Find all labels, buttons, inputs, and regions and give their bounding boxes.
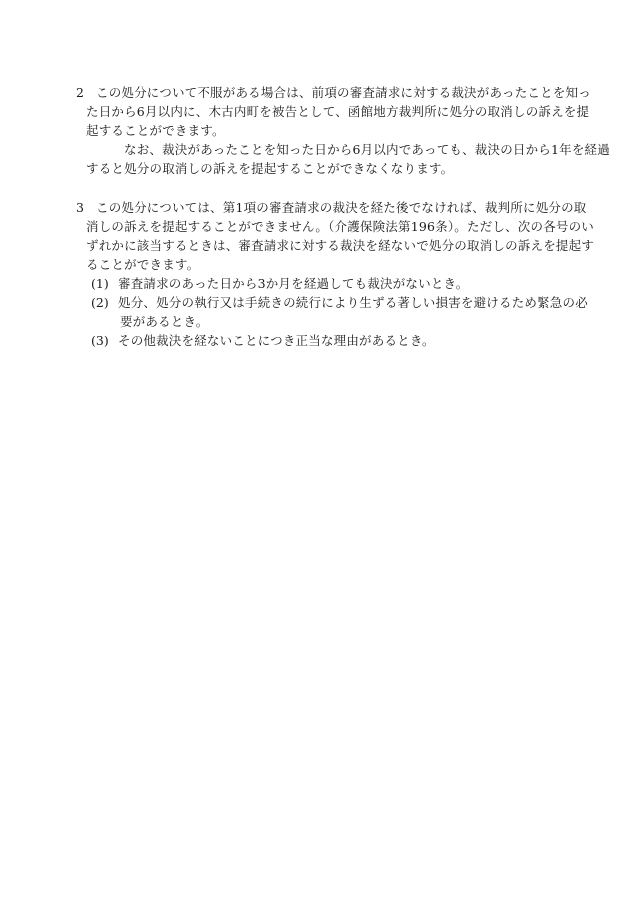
- item-label: (3): [91, 333, 109, 348]
- paragraph-line: 起することができます。: [86, 123, 225, 138]
- item-text: 審査請求のあった日から3か月を経過しても裁決がないとき。: [118, 276, 469, 291]
- item-label: (2): [91, 295, 109, 310]
- paragraph-line: ずれかに該当するときは、審査請求に対する裁決を経ないで処分の取消しの訴えを提起す: [86, 238, 595, 253]
- note-line: すると処分の取消しの訴えを提起することができなくなります。: [86, 161, 454, 176]
- paragraph-line: この処分については、第1項の審査請求の裁決を経た後でなければ、裁判所に処分の取: [96, 200, 587, 215]
- item-text: その他裁決を経ないことにつき正当な理由があるとき。: [118, 333, 435, 348]
- paragraph-line: この処分について不服がある場合は、前項の審査請求に対する裁決があったことを知っ: [96, 85, 591, 100]
- paragraph-line: た日から6月以内に、木古内町を被告として、函館地方裁判所に処分の取消しの訴えを提: [86, 104, 590, 119]
- item-text: 処分、処分の執行又は手続きの続行により生ずる著しい損害を避けるため緊急の必: [118, 295, 588, 310]
- paragraph-line: 消しの訴えを提起することができません。（介護保険法第196条）。ただし、次の各号のい: [86, 219, 595, 234]
- section-number: 2: [76, 85, 84, 100]
- note-line: なお、裁決があったことを知った日から6月以内であっても、裁決の日から1年を経過: [124, 142, 610, 157]
- item-label: (1): [91, 276, 109, 291]
- item-text: 要があるとき。: [120, 314, 209, 329]
- section-number: 3: [76, 200, 84, 215]
- paragraph-line: ることができます。: [86, 257, 200, 272]
